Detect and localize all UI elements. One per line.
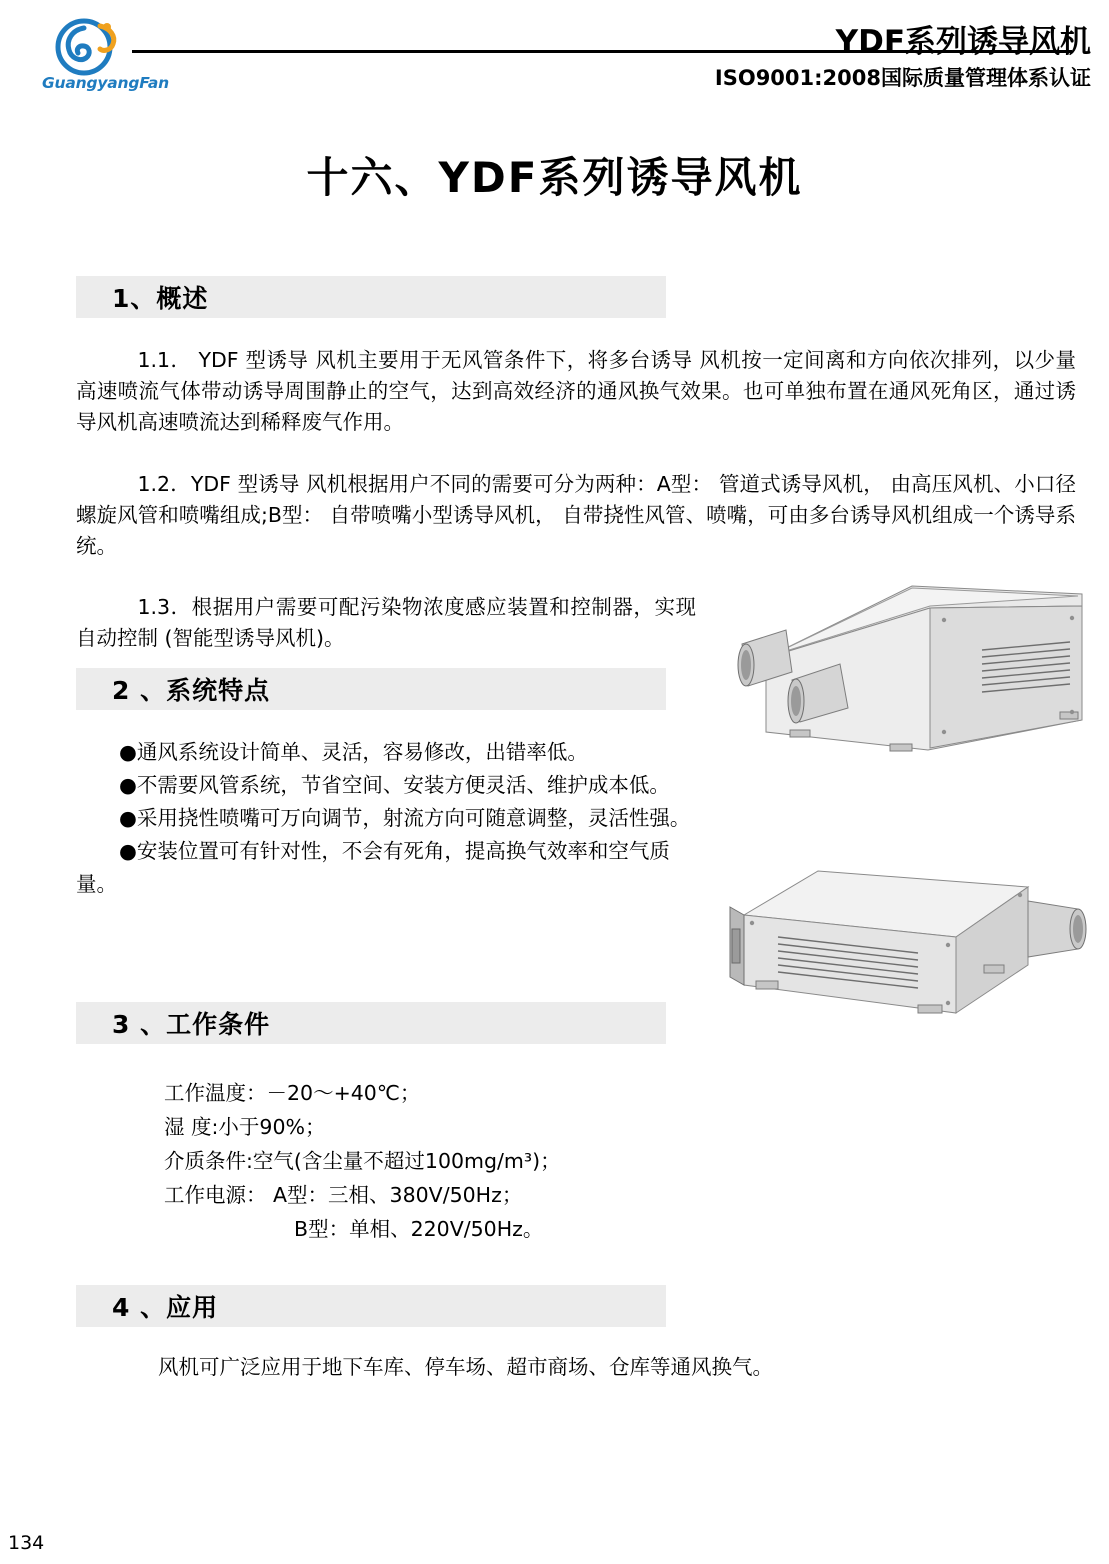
section-heading-working-conditions-label: 3 、工作条件 xyxy=(112,1010,271,1039)
page-title: 十六、YDF系列诱导风机 xyxy=(306,153,803,202)
swirl-fan-logo-icon xyxy=(50,18,122,76)
section-heading-features xyxy=(76,668,666,710)
section-heading-overview-label: 1、概述 xyxy=(112,284,209,313)
list-item: ●安装位置可有针对性，不会有死角，提高换气效率和空气质量。 xyxy=(76,839,670,896)
working-conditions-list xyxy=(76,1076,776,1246)
spec-line: B型：单相、220V/50Hz。 xyxy=(294,1217,544,1241)
overview-paragraph-2: 1.2．YDF 型诱导 风机根据用户不同的需要可分为两种：A型： 管道式诱导风机， 由高压风机、小口径螺旋风管和喷嘴组成;B型： 自带喷嘴小型诱导风机， 自带挠性风管、喷嘴，可由多台诱导风机组成一个诱导系统。 xyxy=(76,472,1076,558)
spec-line: 工作温度：－20～+40℃； xyxy=(164,1081,421,1105)
header-title: YDF系列诱导风机 xyxy=(835,24,1091,60)
section-heading-features-label: 2 、系统特点 xyxy=(112,676,271,705)
spec-line: 湿 度:小于90%； xyxy=(164,1115,326,1139)
brand-name: GuangyangFan xyxy=(42,74,169,92)
section-heading-overview xyxy=(76,276,666,318)
page-number: 134 xyxy=(8,1532,45,1554)
list-item: ●通风系统设计简单、灵活，容易修改，出错率低。 xyxy=(119,740,588,764)
list-item: ●不需要风管系统，节省空间、安装方便灵活、维护成本低。 xyxy=(119,773,670,797)
product-photo-bottom xyxy=(722,845,1102,1045)
features-list xyxy=(76,736,696,901)
list-item: ●采用挠性喷嘴可万向调节，射流方向可随意调整，灵活性强。 xyxy=(119,806,691,830)
company-logo xyxy=(42,18,169,104)
spec-line: 工作电源： A型：三相、380V/50Hz； xyxy=(164,1183,523,1207)
section-heading-application xyxy=(76,1285,666,1327)
spec-line: 介质条件:空气(含尘量不超过100mg/m³)； xyxy=(164,1149,561,1173)
section-heading-application-label: 4 、应用 xyxy=(112,1293,219,1322)
overview-paragraph-3: 1.3．根据用户需要可配污染物浓度感应装置和控制器，实现自动控制 (智能型诱导风机)。 xyxy=(76,595,696,650)
section-heading-working-conditions xyxy=(76,1002,666,1044)
page-header xyxy=(0,0,1109,112)
application-text: 风机可广泛应用于地下车库、停车场、超市商场、仓库等通风换气。 xyxy=(158,1355,773,1379)
header-subtitle: ISO9001:2008国际质量管理体系认证 xyxy=(714,66,1091,90)
product-photo-top xyxy=(730,572,1090,782)
overview-paragraph-1: 1.1． YDF 型诱导 风机主要用于无风管条件下，将多台诱导 风机按一定间离和方向依次排列，以少量高速喷流气体带动诱导周围静止的空气，达到高效经济的通风换气效果。也可单独布置在通风死角区，通过诱导风机高速喷流达到稀释废气作用。 xyxy=(76,348,1076,434)
